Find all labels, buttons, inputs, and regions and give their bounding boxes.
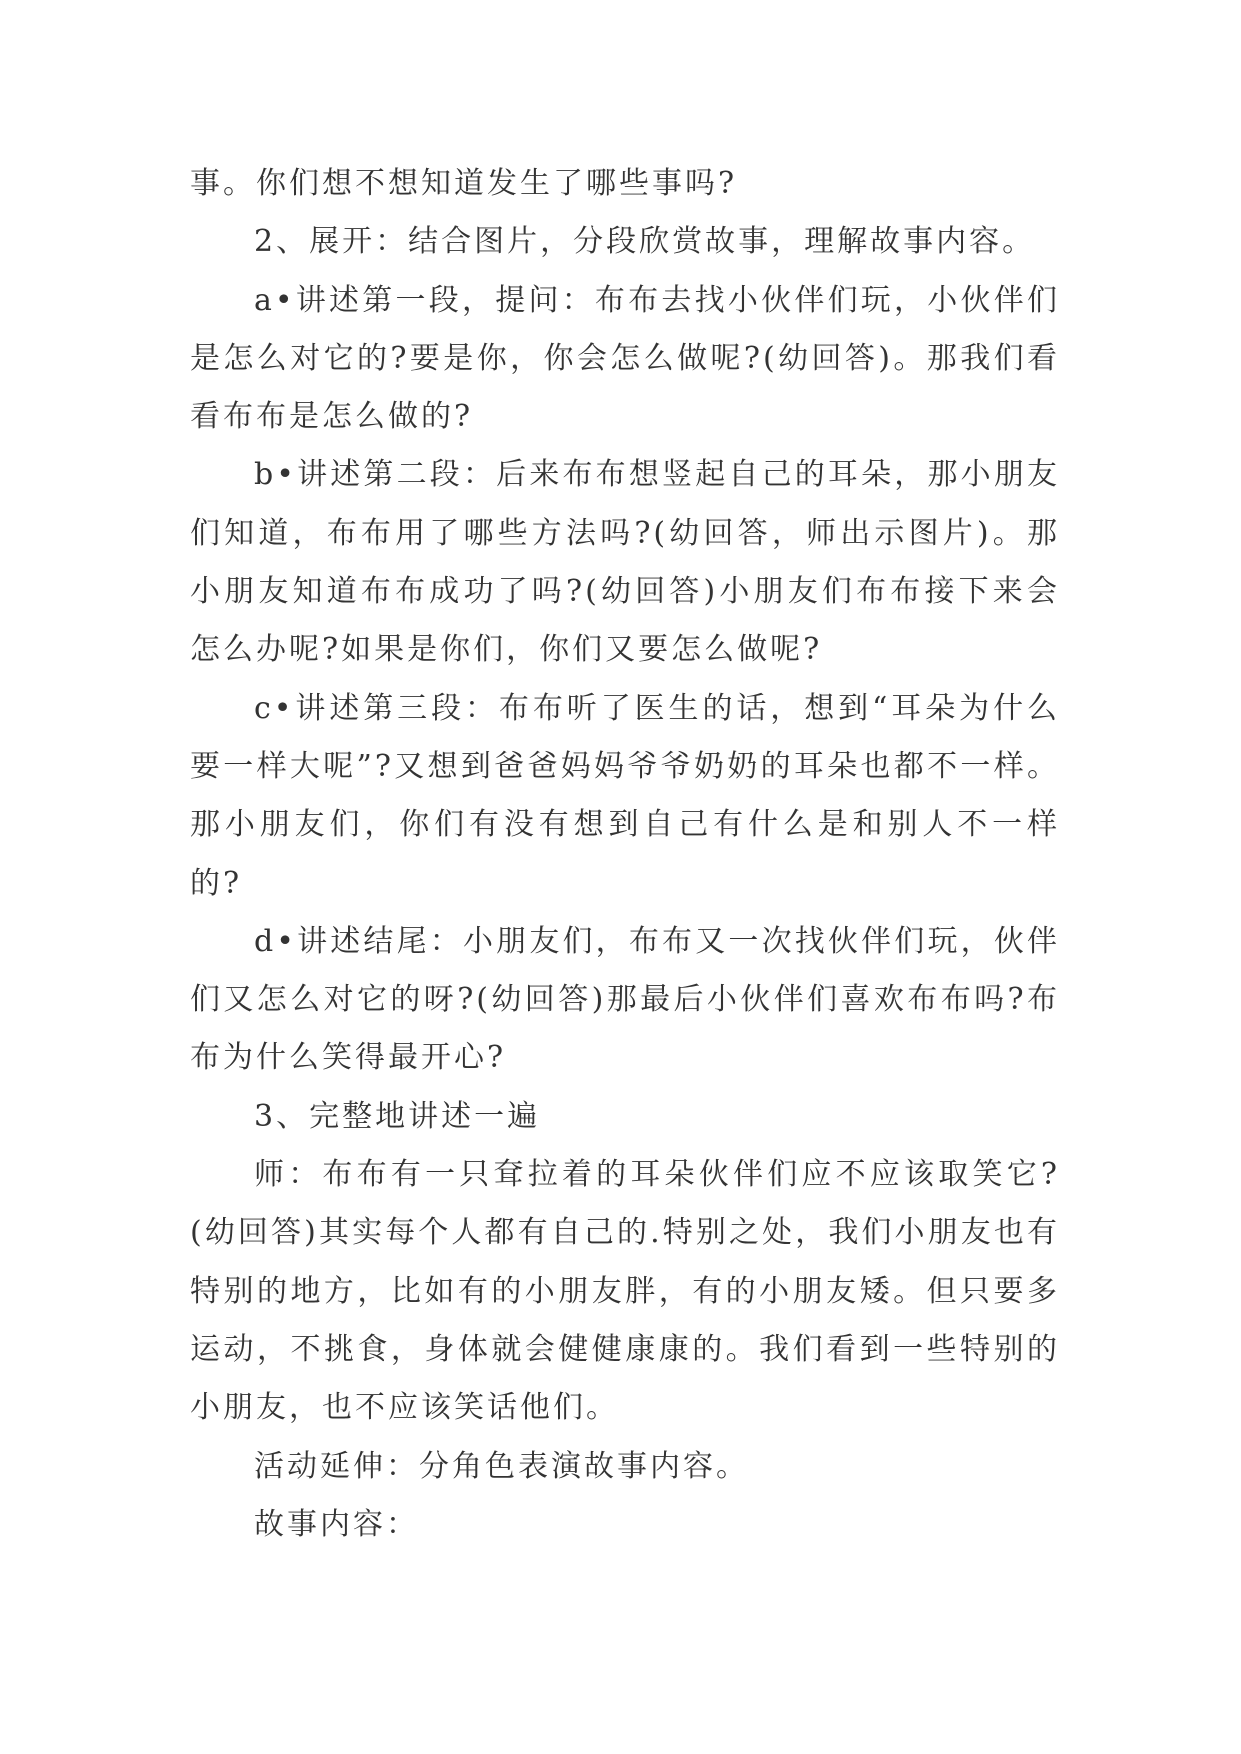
paragraph-2: 2、展开：结合图片，分段欣赏故事，理解故事内容。: [254, 224, 1036, 260]
paragraph-4: b•讲述第二段：后来布布想竖起自己的耳朵，那小朋友们知道，布布用了哪些方法吗?(幼回答，师出示图片)。那小朋友知道布布成功了吗?(幼回答)小朋友们布布接下来会怎么办呢?如果是你们，你们又要怎么做呢?: [190, 457, 1060, 668]
paragraph-3: a•讲述第一段，提问：布布去找小伙伴们玩，小伙伴们是怎么对它的?要是你，你会怎么做呢?(幼回答)。那我们看看布布是怎么做的?: [190, 282, 1060, 435]
paragraph-10: 故事内容：: [254, 1506, 419, 1542]
paragraph-7: 3、完整地讲述一遍: [254, 1098, 541, 1134]
paragraph-9: 活动延伸：分角色表演故事内容。: [254, 1448, 749, 1484]
document-body: [190, 155, 1060, 1554]
paragraph-6: d•讲述结尾：小朋友们，布布又一次找伙伴们玩，伙伴们又怎么对它的呀?(幼回答)那最后小伙伴们喜欢布布吗?布布为什么笑得最开心?: [190, 923, 1060, 1076]
paragraph-1: 事。你们想不想知道发生了哪些事吗?: [190, 166, 738, 201]
paragraph-5: c•讲述第三段：布布听了医生的话，想到“耳朵为什么要一样大呢”?又想到爸爸妈妈爷爷奶奶的耳朵也都不一样。那小朋友们，你们有没有想到自己有什么是和别人不一样的?: [190, 690, 1060, 901]
paragraph-8: 师：布布有一只耷拉着的耳朵伙伴们应不应该取笑它?(幼回答)其实每个人都有自己的.特别之处，我们小朋友也有特别的地方，比如有的小朋友胖，有的小朋友矮。但只要多运动，不挑食，身体就会健健康康的。我们看到一些特别的小朋友，也不应该笑话他们。: [190, 1157, 1060, 1426]
